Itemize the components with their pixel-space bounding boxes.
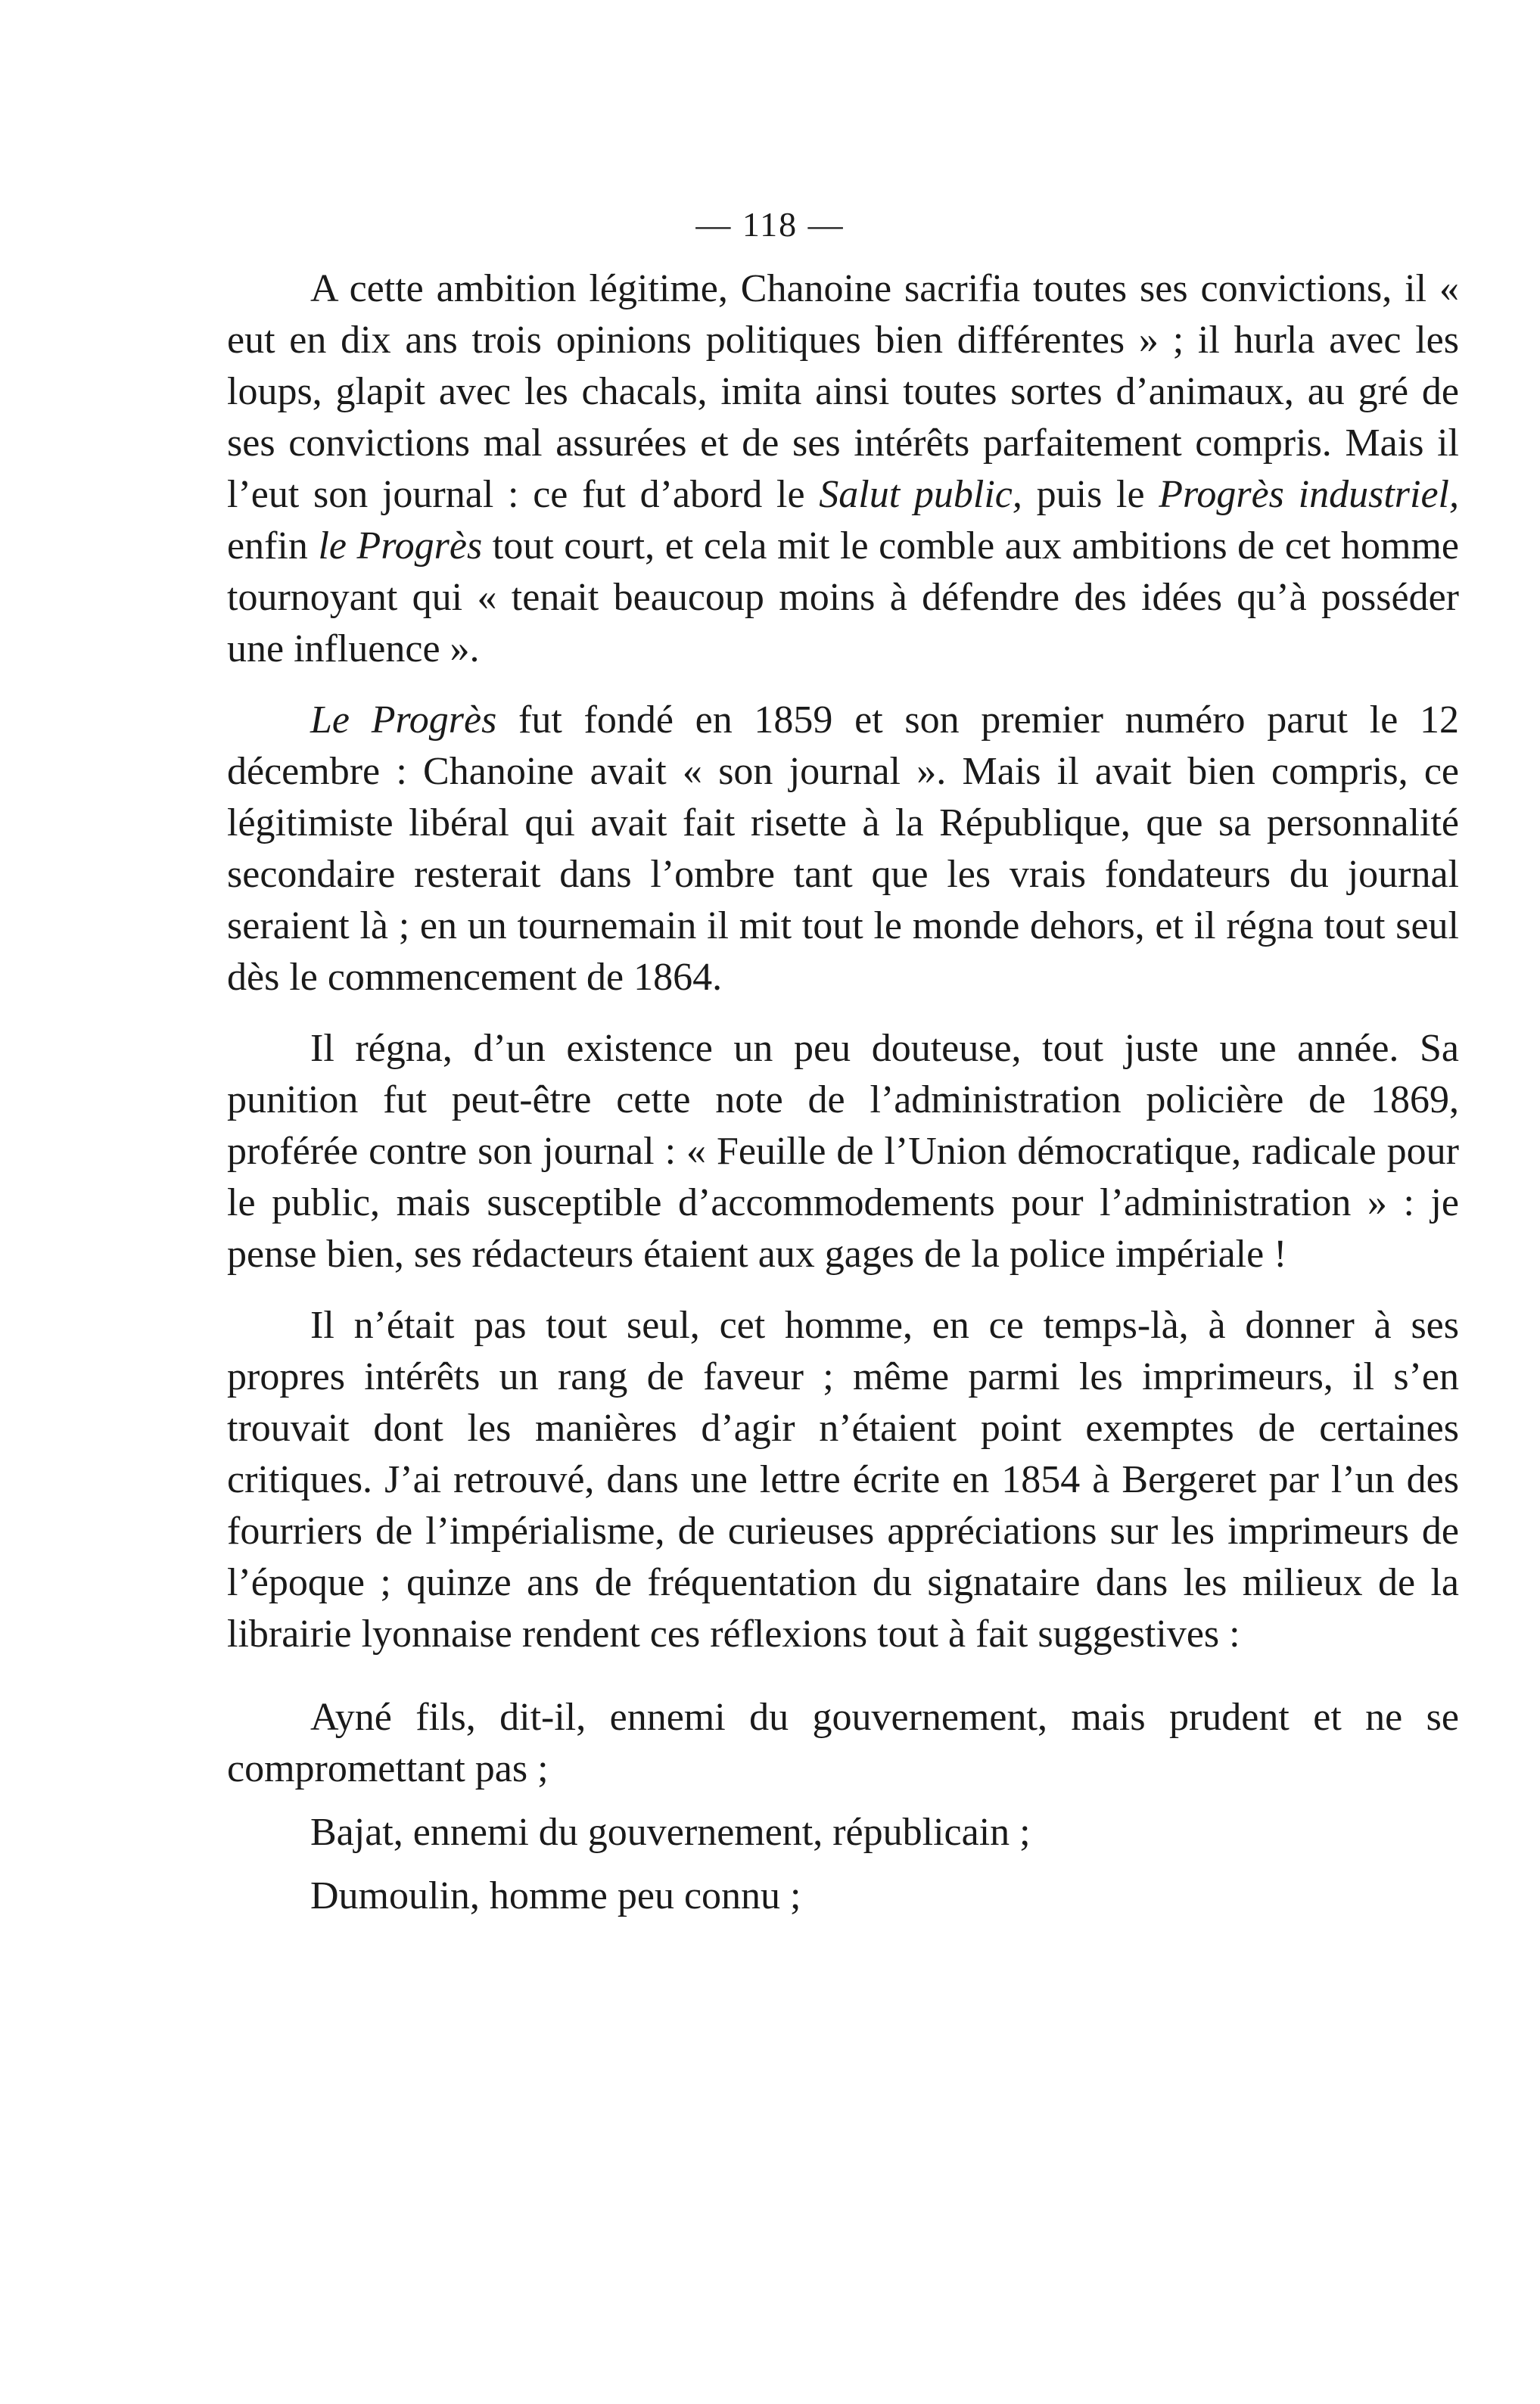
- italic-text: Progrès industriel,: [1159, 473, 1459, 516]
- text-run: Il régna, d’un existence un peu douteuse, tout juste une année. Sa punition fut peut-être cette note de l’administration policière de 1869, proférée contre son journal : « Feuille de l’Union démocratique, radicale pour le public, mais susceptible d’accommodements pour l’administration » : je pense bien, ses rédacteurs étaient aux gages de la police impériale !: [227, 1027, 1459, 1276]
- text-run: Il n’était pas tout seul, cet homme, en ce temps-là, à donner à ses propres intérêts un rang de faveur ; même parmi les imprimeurs, il s’en trouvait dont les manières d’agir n’étaient point exemptes de certaines critiques. J’ai retrouvé, dans une lettre écrite en 1854 à Bergeret par l’un des fourriers de l’impérialisme, de curieuses appréciations sur les imprimeurs de l’époque ; quinze ans de fréquentation du signataire dans les milieux de la librairie lyonnaise rendent ces réflexions tout à fait suggestives :: [227, 1304, 1459, 1656]
- text-run: enfin: [227, 524, 319, 568]
- text-run: A cette ambition légitime, Chanoine sacrifia toutes ses convictions, il « eut en dix ans trois opinions politiques bien différentes » ; il hurla avec les loups, glapit avec les chacals, imita ainsi toutes sortes d’animaux, au gré de ses convictions mal assurées et de ses intérêts parfaitement compris. Mais il l’eut son journal : ce fut d’abord le: [227, 267, 1459, 516]
- body-text: [227, 263, 1459, 1934]
- list-item: Ayné fils, dit-il, ennemi du gouvernement, mais prudent et ne se compromettant pas ;: [227, 1696, 1459, 1790]
- paragraph: [227, 1023, 1459, 1280]
- paragraph: [227, 263, 1459, 675]
- paragraphs: [227, 263, 1459, 1660]
- italic-text: le Progrès: [318, 524, 483, 568]
- paragraph: [227, 695, 1459, 1003]
- italic-text: Le Progrès: [310, 698, 497, 742]
- italic-text: Salut public,: [819, 473, 1022, 516]
- list-item: Dumoulin, homme peu connu ;: [310, 1874, 801, 1917]
- text-run: fut fondé en 1859 et son premier numéro parut le 12 décembre : Chanoine avait « son journal ». Mais il avait bien compris, ce légitimiste libéral qui avait fait risette à la République, que sa personnalité secondaire resterait dans l’ombre tant que les vrais fondateurs du journal seraient là ; en un tournemain il mit tout le monde dehors, et il régna tout seul dès le commencement de 1864.: [227, 698, 1460, 999]
- printer-list: [227, 1692, 1459, 1922]
- list-item: Bajat, ennemi du gouvernement, républicain ;: [310, 1811, 1031, 1854]
- paragraph: [227, 1300, 1459, 1660]
- text-run: tout court, et cela mit le comble aux ambitions de cet homme tournoyant qui « tenait beaucoup moins à défendre des idées qu’à posséder une influence ».: [227, 524, 1459, 670]
- text-run: puis le: [1022, 473, 1159, 516]
- page-number: — 118 —: [695, 205, 845, 244]
